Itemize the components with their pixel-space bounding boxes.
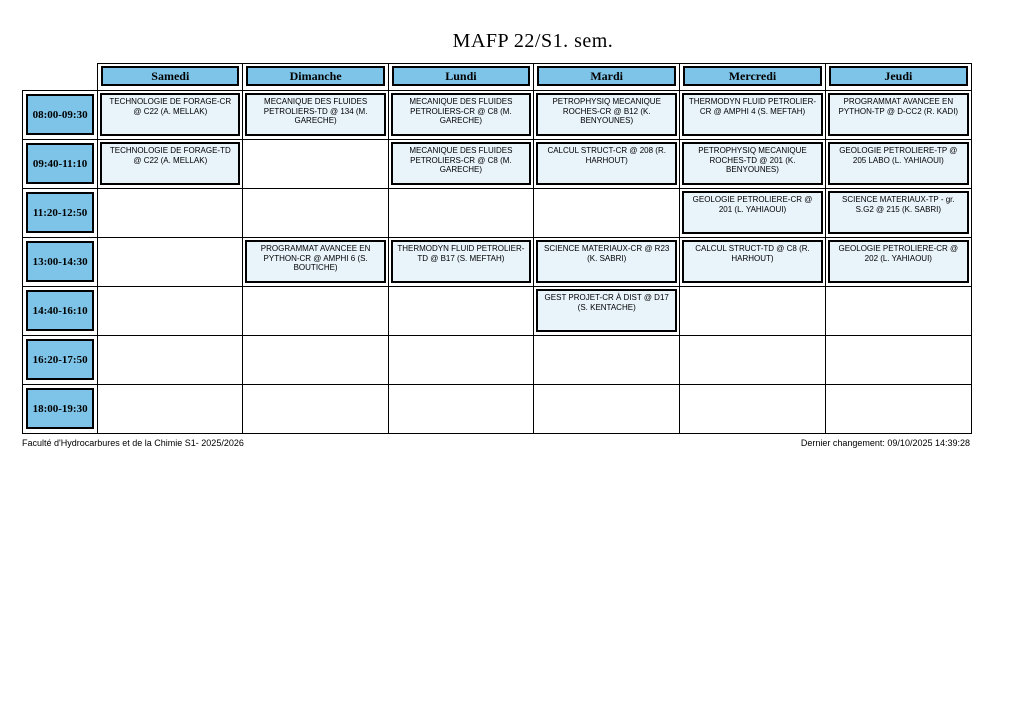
activity-cell: [534, 287, 680, 336]
activity-cell: [825, 140, 971, 189]
corner-cell: [23, 64, 98, 91]
timetable-row: [23, 336, 972, 385]
empty-cell: [534, 385, 680, 434]
activity-cell: [680, 189, 825, 238]
empty-cell: [98, 385, 243, 434]
activity-cell: [825, 189, 971, 238]
activity-box: MECANIQUE DES FLUIDES PETROLIERS-CR @ C8 (M. GARECHE): [391, 93, 531, 136]
empty-cell: [98, 287, 243, 336]
activity-box: MECANIQUE DES FLUIDES PETROLIERS-TD @ 134 (M. GARECHE): [245, 93, 385, 136]
day-header-cell: [388, 64, 533, 91]
timetable-grid: [22, 63, 972, 434]
activity-cell: [98, 91, 243, 140]
time-slot-label-1: 08:00-09:30: [26, 94, 94, 135]
time-slot-label-2: 09:40-11:10: [26, 143, 94, 184]
activity-box: CALCUL STRUCT-CR @ 208 (R. HARHOUT): [536, 142, 677, 185]
empty-cell: [534, 336, 680, 385]
empty-cell: [388, 385, 533, 434]
activity-cell: [680, 238, 825, 287]
empty-cell: [388, 287, 533, 336]
day-header-cell: [825, 64, 971, 91]
day-header-samedi: Samedi: [101, 66, 239, 86]
activity-cell: [388, 140, 533, 189]
day-header-jeudi: Jeudi: [829, 66, 968, 86]
empty-cell: [680, 336, 825, 385]
activity-cell: [243, 91, 388, 140]
activity-cell: [534, 140, 680, 189]
empty-cell: [243, 336, 388, 385]
activity-box: THERMODYN FLUID PETROLIER-CR @ AMPHI 4 (S. MEFTAH): [682, 93, 822, 136]
activity-cell: [825, 91, 971, 140]
day-header-cell: [680, 64, 825, 91]
activity-cell: [825, 238, 971, 287]
day-header-cell: [243, 64, 388, 91]
empty-cell: [243, 287, 388, 336]
activity-box: SCIENCE MATERIAUX-CR @ R23 (K. SABRI): [536, 240, 677, 283]
footer: [22, 438, 970, 448]
activity-cell: [680, 140, 825, 189]
day-header-dimanche: Dimanche: [246, 66, 384, 86]
activity-box: PETROPHYSIQ MECANIQUE ROCHES-TD @ 201 (K. BENYOUNES): [682, 142, 822, 185]
time-cell: [23, 140, 98, 189]
activity-box: TECHNOLOGIE DE FORAGE-TD @ C22 (A. MELLAK): [100, 142, 240, 185]
day-header-mardi: Mardi: [537, 66, 676, 86]
activity-cell: [534, 91, 680, 140]
activity-cell: [388, 238, 533, 287]
time-slot-label-3: 11:20-12:50: [26, 192, 94, 233]
activity-cell: [243, 238, 388, 287]
activity-cell: [388, 91, 533, 140]
timetable-row: [23, 140, 972, 189]
time-cell: [23, 287, 98, 336]
activity-box: CALCUL STRUCT-TD @ C8 (R. HARHOUT): [682, 240, 822, 283]
day-header-cell: [98, 64, 243, 91]
activity-box: MECANIQUE DES FLUIDES PETROLIERS-CR @ C8 (M. GARECHE): [391, 142, 531, 185]
timetable-row: [23, 91, 972, 140]
empty-cell: [243, 189, 388, 238]
empty-cell: [534, 189, 680, 238]
footer-institution: Faculté d'Hydrocarbures et de la Chimie S1- 2025/2026: [22, 438, 244, 448]
activity-box: PETROPHYSIQ MECANIQUE ROCHES-CR @ B12 (K. BENYOUNES): [536, 93, 677, 136]
activity-box: GEOLOGIE PETROLIERE-CR @ 202 (L. YAHIAOUI): [828, 240, 969, 283]
empty-cell: [98, 238, 243, 287]
empty-cell: [98, 336, 243, 385]
day-header-mercredi: Mercredi: [683, 66, 821, 86]
empty-cell: [388, 189, 533, 238]
empty-cell: [680, 287, 825, 336]
empty-cell: [98, 189, 243, 238]
activity-box: THERMODYN FLUID PETROLIER-TD @ B17 (S. MEFTAH): [391, 240, 531, 283]
activity-cell: [680, 91, 825, 140]
activity-cell: [98, 140, 243, 189]
footer-last-change: Dernier changement: 09/10/2025 14:39:28: [800, 438, 970, 448]
activity-cell: [534, 238, 680, 287]
time-slot-label-4: 13:00-14:30: [26, 241, 94, 282]
activity-box: TECHNOLOGIE DE FORAGE-CR @ C22 (A. MELLAK): [100, 93, 240, 136]
time-cell: [23, 189, 98, 238]
timetable-row: [23, 238, 972, 287]
empty-cell: [388, 336, 533, 385]
time-cell: [23, 336, 98, 385]
empty-cell: [243, 140, 388, 189]
time-slot-label-7: 18:00-19:30: [26, 388, 94, 429]
page-title: MAFP 22/S1. sem.: [452, 30, 614, 52]
time-cell: [23, 238, 98, 287]
activity-box: GEST PROJET-CR À DIST @ D17 (S. KENTACHE): [536, 289, 677, 332]
activity-box: PROGRAMMAT AVANCEE EN PYTHON-CR @ AMPHI 6 (S. BOUTICHE): [245, 240, 385, 283]
timetable-row: [23, 287, 972, 336]
empty-cell: [825, 336, 971, 385]
time-slot-label-5: 14:40-16:10: [26, 290, 94, 331]
time-slot-label-6: 16:20-17:50: [26, 339, 94, 380]
empty-cell: [680, 385, 825, 434]
activity-box: GEOLOGIE PETROLIERE-TP @ 205 LABO (L. YAHIAOUI): [828, 142, 969, 185]
activity-box: GEOLOGIE PETROLIERE-CR @ 201 (L. YAHIAOUI): [682, 191, 822, 234]
activity-box: PROGRAMMAT AVANCEE EN PYTHON-TP @ D-CC2 (R. KADI): [828, 93, 969, 136]
empty-cell: [825, 385, 971, 434]
day-header-cell: [534, 64, 680, 91]
activity-box: SCIENCE MATERIAUX-TP - gr. S.G2 @ 215 (K. SABRI): [828, 191, 969, 234]
empty-cell: [243, 385, 388, 434]
timetable-row: [23, 189, 972, 238]
timetable-row: [23, 385, 972, 434]
time-cell: [23, 91, 98, 140]
time-cell: [23, 385, 98, 434]
empty-cell: [825, 287, 971, 336]
day-header-lundi: Lundi: [392, 66, 530, 86]
